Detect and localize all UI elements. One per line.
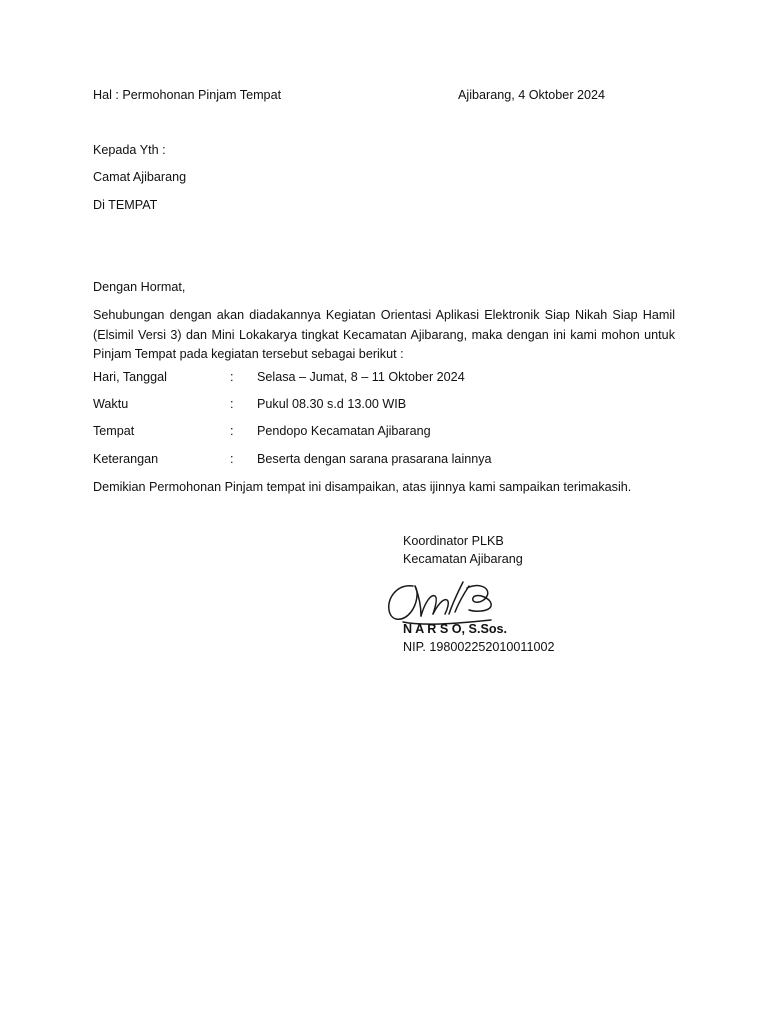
detail-row-time bbox=[93, 395, 653, 414]
detail-label: Keterangan bbox=[93, 452, 159, 466]
detail-row-date bbox=[93, 368, 653, 387]
detail-value: Pukul 08.30 s.d 13.00 WIB bbox=[257, 397, 407, 411]
recipient-greeting: Kepada Yth : bbox=[93, 143, 166, 157]
detail-label: Waktu bbox=[93, 397, 129, 411]
detail-label: Tempat bbox=[93, 424, 135, 438]
recipient-location: Di TEMPAT bbox=[93, 198, 158, 212]
signatory-name: N A R S O, S.Sos. bbox=[403, 622, 508, 636]
detail-value: Selasa – Jumat, 8 – 11 Oktober 2024 bbox=[257, 370, 465, 384]
body-paragraph: Sehubungan dengan akan diadakannya Kegiatan Orientasi Aplikasi Elektronik Siap Nikah Siap Hamil (Elsimil Versi 3) dan Mini Lokakarya tingkat Kecamatan Ajibarang, maka dengan ini kami mohon untuk Pinjam Tempat pada kegiatan tersebut sebagai berikut : bbox=[93, 308, 675, 361]
salutation: Dengan Hormat, bbox=[93, 280, 186, 294]
signatory-office: Kecamatan Ajibarang bbox=[403, 552, 523, 566]
place-date: Ajibarang, 4 Oktober 2024 bbox=[458, 88, 606, 102]
detail-colon: : bbox=[230, 424, 234, 438]
detail-row-place bbox=[93, 422, 653, 441]
detail-label: Hari, Tanggal bbox=[93, 370, 167, 384]
subject-line: Hal : Permohonan Pinjam Tempat bbox=[93, 88, 282, 102]
detail-colon: : bbox=[230, 370, 234, 384]
signatory-nip: NIP. 198002252010011002 bbox=[403, 640, 555, 654]
detail-colon: : bbox=[230, 397, 234, 411]
detail-colon: : bbox=[230, 452, 234, 466]
detail-value: Beserta dengan sarana prasarana lainnya bbox=[257, 452, 492, 466]
detail-row-notes bbox=[93, 450, 653, 469]
recipient-name: Camat Ajibarang bbox=[93, 170, 187, 184]
detail-value: Pendopo Kecamatan Ajibarang bbox=[257, 424, 431, 438]
closing-sentence: Demikian Permohonan Pinjam tempat ini disampaikan, atas ijinnya kami sampaikan terimakasih. bbox=[93, 480, 632, 494]
signatory-title: Koordinator PLKB bbox=[403, 534, 504, 548]
